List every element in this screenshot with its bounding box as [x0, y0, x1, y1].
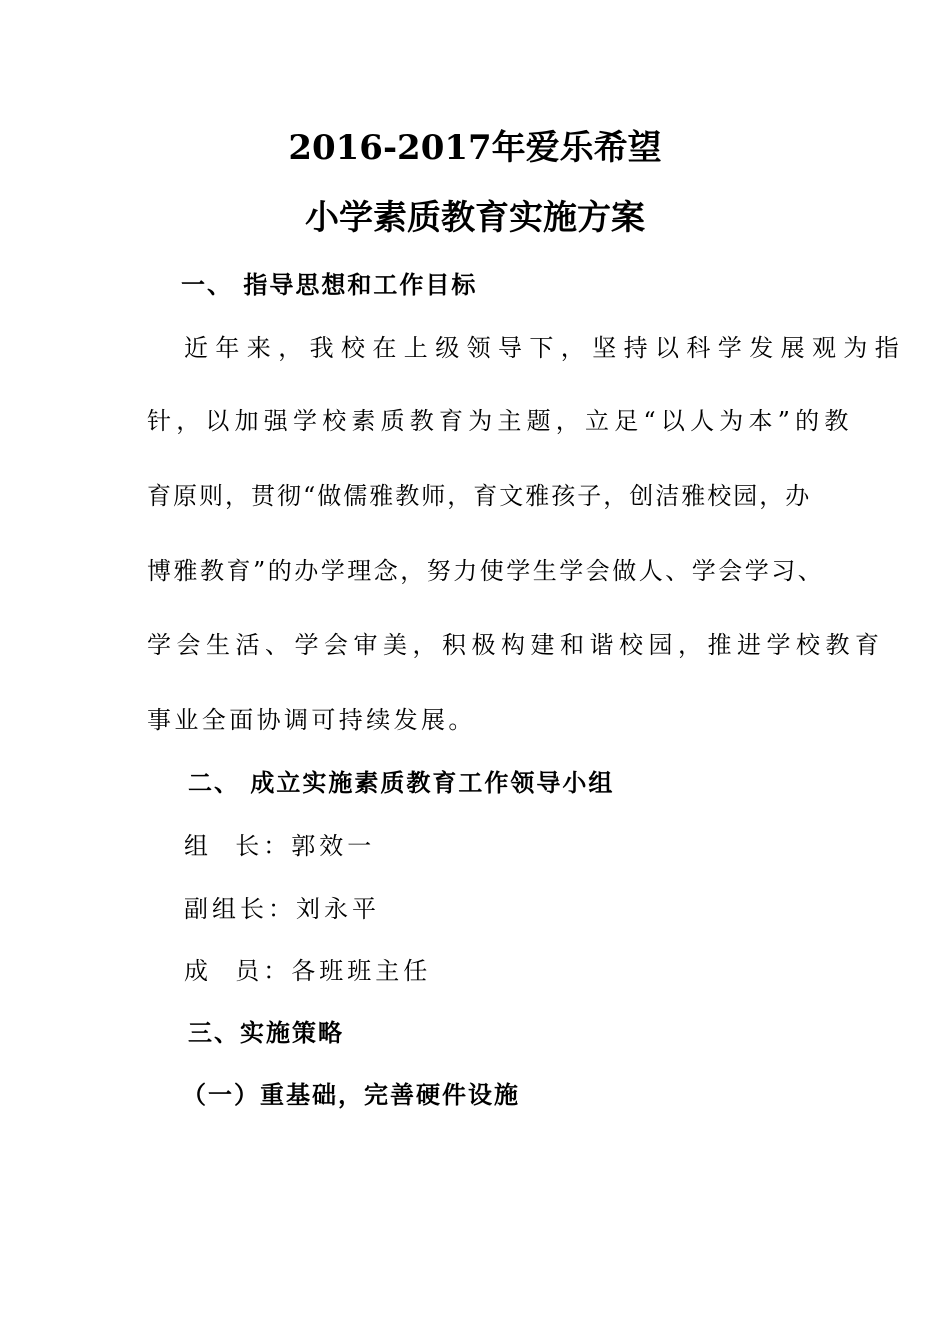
- team-leader-line: 组 长：郭效一: [184, 832, 376, 860]
- document-title-line-2: 小学素质教育实施方案: [305, 198, 645, 238]
- deputy-leader-line: 副组长：刘永平: [184, 895, 380, 923]
- section-1-paragraph-line: 事业全面协调可持续发展。: [147, 706, 476, 734]
- section-3-subheading: （一）重基础，完善硬件设施: [182, 1081, 520, 1109]
- section-1-paragraph-line: 近年来，我校在上级领导下，坚持以科学发展观为指: [184, 334, 907, 362]
- section-2-heading: 二、 成立实施素质教育工作领导小组: [188, 769, 615, 797]
- section-1-paragraph-line: 博雅教育”的办学理念，努力使学生学会做人、学会学习、: [147, 557, 825, 585]
- team-members-line: 成 员：各班班主任: [184, 957, 432, 985]
- section-1-heading: 一、 指导思想和工作目标: [181, 271, 478, 299]
- section-1-paragraph-line: 针，以加强学校素质教育为主题，立足“以人为本”的教: [147, 407, 854, 435]
- section-3-heading: 三、实施策略: [188, 1019, 344, 1047]
- section-1-paragraph-line: 学会生活、学会审美，积极构建和谐校园，推进学校教育: [147, 631, 885, 659]
- section-1-paragraph-line: 育原则，贯彻“做儒雅教师，育文雅孩子，创洁雅校园，办: [147, 482, 812, 510]
- document-title-line-1: 2016-2017年爱乐希望: [288, 128, 662, 168]
